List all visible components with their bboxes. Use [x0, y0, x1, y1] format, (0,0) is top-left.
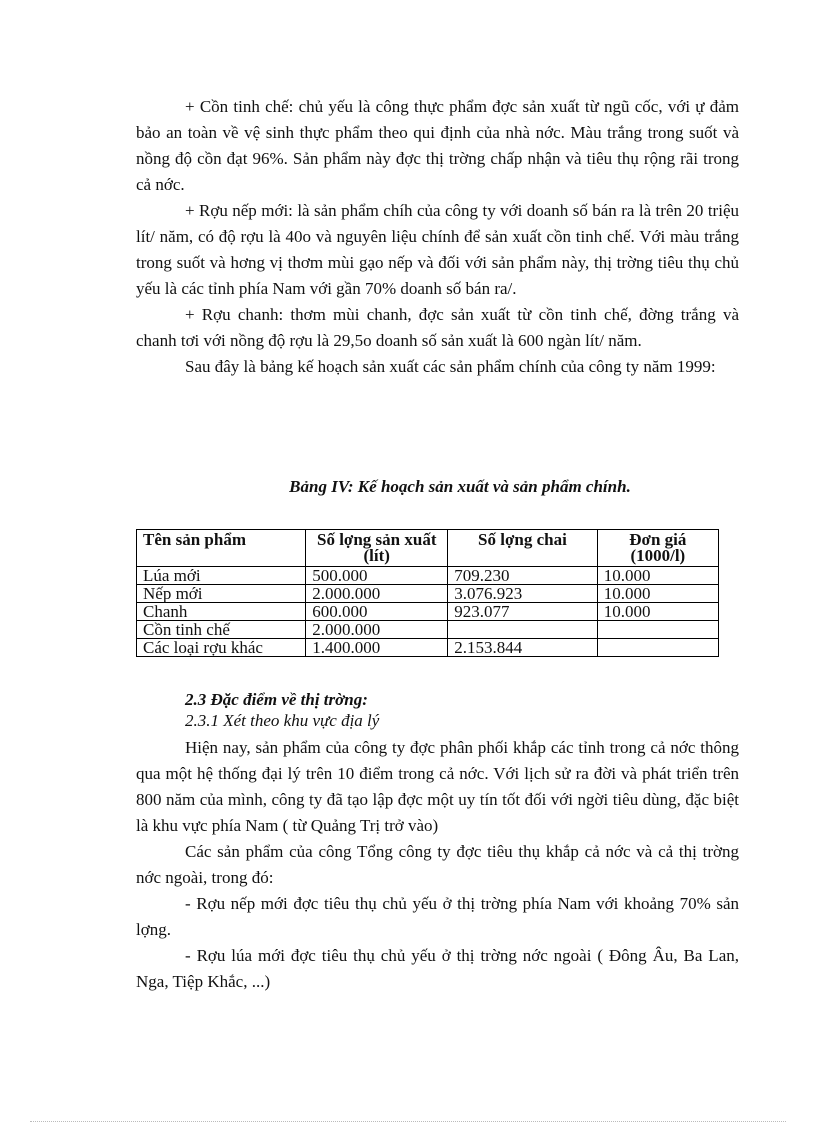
section-subheading: 2.3.1 Xét theo khu vực địa lý: [185, 711, 380, 730]
table-cell: 600.000: [306, 603, 448, 621]
table-cell: Lúa mới: [137, 567, 306, 585]
table-row: [137, 621, 719, 639]
table-cell: 2.153.844: [448, 639, 598, 657]
table-cell: [597, 621, 718, 639]
paragraph-con-tinh-che: + Cồn tinh chế: chủ yếu là công thực phẩm đợc sản xuất từ ngũ cốc, với ự đảm bảo an toàn về vệ sinh thực phẩm theo qui định của nhà nớc. Màu trắng trong suốt và nồng độ cồn đạt 96%. Sản phẩm này đợc thị trờng chấp nhận và tiêu thụ rộng rãi trong cả nớc.: [136, 97, 739, 194]
production-plan-table: [136, 529, 719, 657]
page-bottom-divider: [30, 1121, 786, 1122]
table-cell: [448, 621, 598, 639]
table-cell: [597, 639, 718, 657]
paragraph-table-intro: Sau đây là bảng kế hoạch sản xuất các sản phẩm chính của công ty năm 1999:: [185, 357, 716, 376]
paragraph-nep-moi-market: - Rợu nếp mới đợc tiêu thụ chủ yếu ở thị trờng phía Nam với khoảng 70% sản lợng.: [136, 894, 739, 939]
section-heading: 2.3 Đặc điểm về thị trờng:: [185, 690, 368, 709]
table-header-row: [137, 530, 719, 567]
table-cell: 923.077: [448, 603, 598, 621]
table-caption: Bảng IV: Kế hoạch sản xuất và sản phẩm chính.: [289, 477, 631, 496]
table-cell: 10.000: [597, 603, 718, 621]
market-section: [136, 689, 739, 995]
paragraph-lua-moi-market: - Rợu lúa mới đợc tiêu thụ chủ yếu ở thị trờng nớc ngoài ( Đông Âu, Ba Lan, Nga, Tiệp Khắc, ...): [136, 946, 739, 991]
table-cell: Các loại rợu khác: [137, 639, 306, 657]
table-cell: 3.076.923: [448, 585, 598, 603]
paragraph-consumption: Các sản phẩm của công Tổng công ty đợc tiêu thụ khắp cả nớc và cả thị trờng nớc ngoài, trong đó:: [136, 842, 739, 887]
table-row: [137, 567, 719, 585]
table-row: [137, 639, 719, 657]
header-production-volume: Số lợng sản xuất (lít): [306, 530, 448, 567]
paragraph-distribution: Hiện nay, sản phẩm của công ty đợc phân phối khắp các tỉnh trong cả nớc thông qua một hệ thống đại lý trên 10 điểm trong cả nớc. Với lịch sử ra đời và phát triển trên 800 năm của mình, công ty đã tạo lập đợc một uy tín tốt đối với ngời tiêu dùng, đặc biệt là khu vực phía Nam ( từ Quảng Trị trở vào): [136, 738, 739, 835]
intro-text: [136, 94, 739, 380]
table-cell: 2.000.000: [306, 585, 448, 603]
paragraph-ruou-chanh: + Rợu chanh: thơm mùi chanh, đợc sản xuất từ cồn tinh chế, đờng trắng và chanh tơi với nồng độ rợu là 29,5o doanh số sản xuất là 600 ngàn lít/ năm.: [136, 305, 739, 350]
table-cell: 500.000: [306, 567, 448, 585]
table-cell: 2.000.000: [306, 621, 448, 639]
table-row: [137, 585, 719, 603]
table-cell: Chanh: [137, 603, 306, 621]
paragraph-ruou-nep-moi: + Rợu nếp mới: là sản phẩm chíh của công ty với doanh số bán ra là trên 20 triệu lít/ năm, có độ rợu là 40o và nguyên liệu chính để sản xuất cồn tinh chế. Với màu trắng trong suốt và hơng vị thơm mùi gạo nếp và đối với sản phẩm này, thị trờng tiêu thụ chủ yếu là các tỉnh phía Nam với gần 70% doanh số bán ra/.: [136, 201, 739, 298]
header-product-name: Tên sản phẩm: [137, 530, 306, 567]
header-bottle-count: Số lợng chai: [448, 530, 598, 567]
table-cell: Nếp mới: [137, 585, 306, 603]
table-cell: 709.230: [448, 567, 598, 585]
table-row: [137, 603, 719, 621]
table-cell: 10.000: [597, 567, 718, 585]
table-cell: Cồn tinh chế: [137, 621, 306, 639]
table-cell: 1.400.000: [306, 639, 448, 657]
header-unit-price: Đơn giá (1000/l): [597, 530, 718, 567]
table-cell: 10.000: [597, 585, 718, 603]
